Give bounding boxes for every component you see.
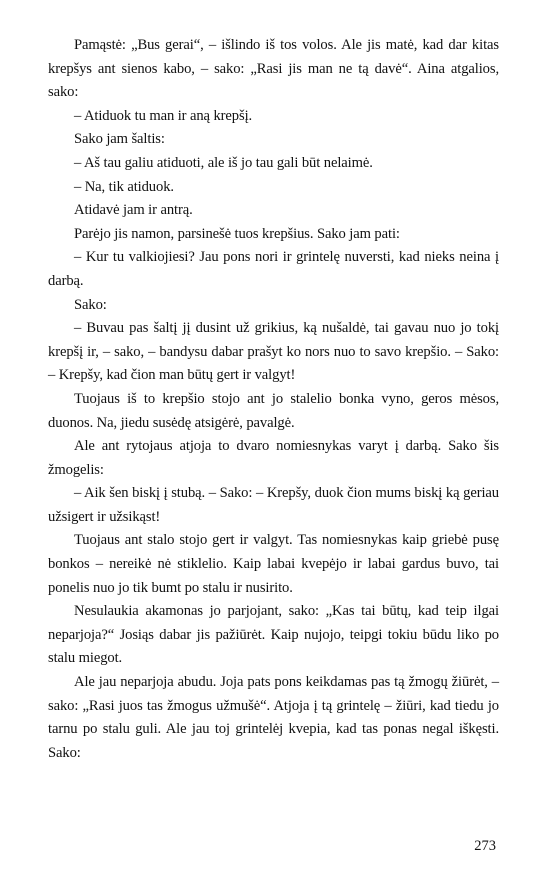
- paragraph: Sako jam šaltis:: [74, 131, 165, 148]
- paragraph: – Aš tau galiu atiduoti, ale iš jo tau gali būt nelaimė.: [74, 154, 373, 171]
- paragraph: Sako:: [74, 296, 107, 313]
- paragraph: Ale ant rytojaus atjoja to dvaro nomiesnykas varyt į darbą. Sako šis žmogelis:: [48, 438, 499, 478]
- paragraph: Tuojaus ant stalo stojo gert ir valgyt. Tas nomiesnykas kaip griebė pusę bonkos – nereikė nė stiklelio. Kaip labai kvepėjo ir labai gardus buvo, tai ponelis nuo jo tik bumt po stalu ir nusirito.: [48, 532, 499, 596]
- paragraph: Nesulaukia akamonas jo parjojant, sako: „Kas tai būtų, kad teip ilgai neparjoja?“ Josiąs dabar jis pažiūrėt. Kaip nujojo, teipgi tokiu būdu liko po stalu miegot.: [48, 603, 499, 667]
- paragraph: Pamąstė: „Bus gerai“, – išlindo iš tos volos. Ale jis matė, kad dar kitas krepšys ant sienos kabo, – sako: „Rasi jis man ne tą davė“. Aina atgalios, sako:: [48, 37, 499, 101]
- body-text: [48, 34, 499, 765]
- paragraph: Tuojaus iš to krepšio stojo ant jo stalelio bonka vyno, geros mėsos, duonos. Na, jiedu susėdę atsigėrė, pavalgė.: [48, 390, 499, 431]
- paragraph: – Na, tik atiduok.: [74, 178, 174, 195]
- paragraph: – Aik šen biskį į stubą. – Sako: – Krepšy, duok čion mums biskį ką geriau užsigert ir užsikąst!: [48, 485, 499, 525]
- paragraph: Atidavė jam ir antrą.: [74, 202, 193, 219]
- paragraph: – Kur tu valkiojiesi? Jau pons nori ir grintelę nuversti, kad nieks neina į darbą.: [48, 249, 499, 289]
- paragraph: Parėjo jis namon, parsinešė tuos krepšius. Sako jam pati:: [74, 225, 400, 242]
- page-number: 273: [474, 838, 496, 854]
- paragraph: – Atiduok tu man ir aną krepšį.: [74, 107, 253, 124]
- paragraph: – Buvau pas šaltį jį dusint už grikius, ką nušaldė, tai gavau nuo jo tokį krepšį ir, – sako, – bandysu dabar prašyt ko nors nuo to savo krepšio. – Sako: – Krepšy, kad čion man būtų gert ir valgyt!: [48, 320, 499, 384]
- paragraph: Ale jau neparjoja abudu. Joja pats pons keikdamas pas tą žmogų žiūrėt, – sako: „Rasi juos tas žmogus užmušė“. Atjoja į tą grintelę – žiūri, kad tiedu jo tarnu po stalu guli. Ale jau toj grintelėj kvepia, kad tas ponas negal iškęsti. Sako:: [48, 674, 499, 761]
